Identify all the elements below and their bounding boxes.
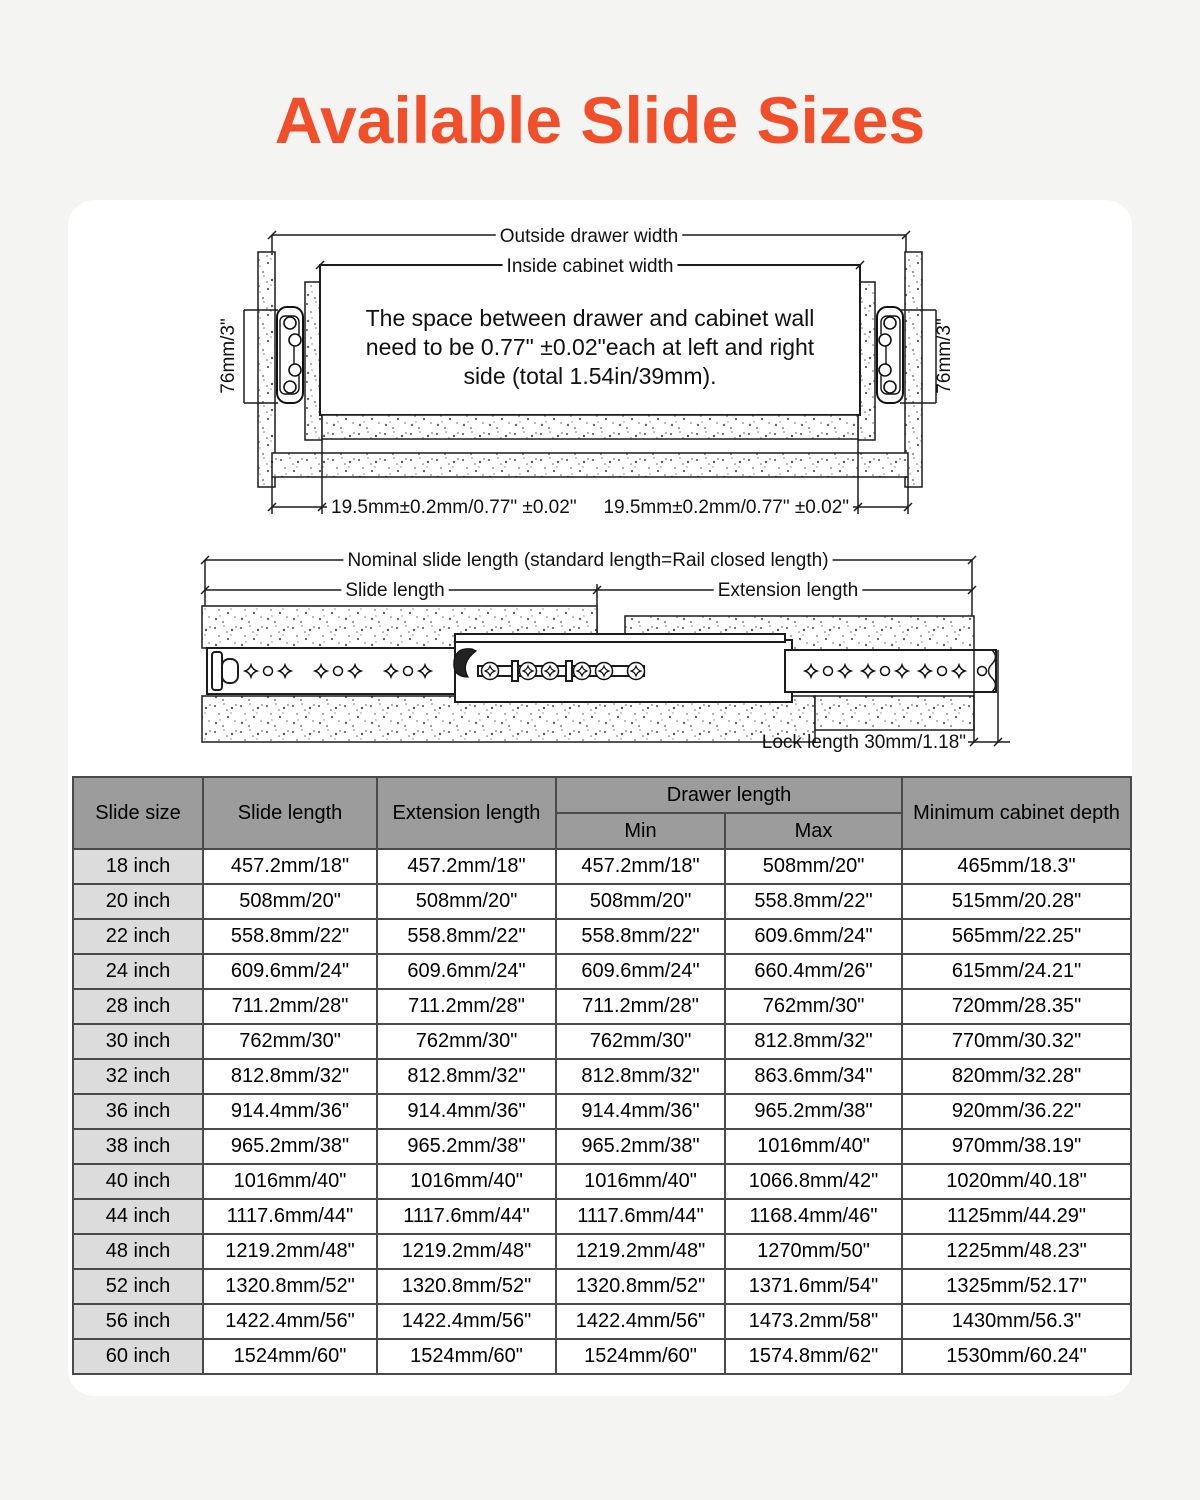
cell-slide_length: 558.8mm/22" bbox=[203, 919, 377, 954]
cell-extension_length: 762mm/30" bbox=[377, 1024, 556, 1059]
outside-drawer-width-label: Outside drawer width bbox=[499, 226, 679, 247]
header-extension-length: Extension length bbox=[377, 777, 556, 849]
cell-drawer_max: 660.4mm/26" bbox=[725, 954, 902, 989]
table-row bbox=[73, 1199, 1131, 1234]
cross-section-diagram bbox=[200, 222, 1000, 552]
cell-extension_length: 558.8mm/22" bbox=[377, 919, 556, 954]
header-slide-length: Slide length bbox=[203, 777, 377, 849]
cell-drawer_max: 1574.8mm/62" bbox=[725, 1339, 902, 1374]
cell-slide_length: 1016mm/40" bbox=[203, 1164, 377, 1199]
slide-size-table bbox=[72, 776, 1132, 1375]
cell-cabinet_depth: 920mm/36.22" bbox=[902, 1094, 1131, 1129]
cell-drawer_max: 508mm/20" bbox=[725, 849, 902, 884]
table-row bbox=[73, 919, 1131, 954]
cell-size: 32 inch bbox=[73, 1059, 203, 1094]
table-row bbox=[73, 1304, 1131, 1339]
cell-slide_length: 914.4mm/36" bbox=[203, 1094, 377, 1129]
cell-size: 40 inch bbox=[73, 1164, 203, 1199]
nominal-length-label: Nominal slide length (standard length=Rail closed length) bbox=[347, 550, 829, 571]
cell-cabinet_depth: 1530mm/60.24" bbox=[902, 1339, 1131, 1374]
note-line-1: The space between drawer and cabinet wall bbox=[365, 305, 815, 331]
table-row bbox=[73, 989, 1131, 1024]
cell-cabinet_depth: 1125mm/44.29" bbox=[902, 1199, 1131, 1234]
cell-cabinet_depth: 515mm/20.28" bbox=[902, 884, 1131, 919]
extension-length-label: Extension length bbox=[717, 580, 859, 601]
cell-slide_length: 1219.2mm/48" bbox=[203, 1234, 377, 1269]
cell-size: 18 inch bbox=[73, 849, 203, 884]
cell-drawer_min: 457.2mm/18" bbox=[556, 849, 725, 884]
cell-drawer_min: 965.2mm/38" bbox=[556, 1129, 725, 1164]
slide-length-diagram bbox=[160, 546, 1020, 766]
cell-drawer_max: 812.8mm/32" bbox=[725, 1024, 902, 1059]
slide-profile-right bbox=[877, 307, 903, 403]
cell-cabinet_depth: 465mm/18.3" bbox=[902, 849, 1131, 884]
cell-drawer_min: 609.6mm/24" bbox=[556, 954, 725, 989]
cell-slide_length: 508mm/20" bbox=[203, 884, 377, 919]
cell-size: 38 inch bbox=[73, 1129, 203, 1164]
cell-size: 28 inch bbox=[73, 989, 203, 1024]
cell-slide_length: 609.6mm/24" bbox=[203, 954, 377, 989]
cell-drawer_min: 1016mm/40" bbox=[556, 1164, 725, 1199]
cell-drawer_max: 1270mm/50" bbox=[725, 1234, 902, 1269]
cell-extension_length: 609.6mm/24" bbox=[377, 954, 556, 989]
cell-slide_length: 457.2mm/18" bbox=[203, 849, 377, 884]
cell-size: 60 inch bbox=[73, 1339, 203, 1374]
cell-extension_length: 1320.8mm/52" bbox=[377, 1269, 556, 1304]
table-row bbox=[73, 1129, 1131, 1164]
page-title: Available Slide Sizes bbox=[274, 83, 926, 157]
cell-size: 56 inch bbox=[73, 1304, 203, 1339]
cell-slide_length: 762mm/30" bbox=[203, 1024, 377, 1059]
drawer-bottom-board bbox=[322, 415, 858, 439]
cell-drawer_max: 762mm/30" bbox=[725, 989, 902, 1024]
side-height-label-right: 76mm/3" bbox=[934, 318, 955, 394]
cell-drawer_min: 1219.2mm/48" bbox=[556, 1234, 725, 1269]
cell-slide_length: 1320.8mm/52" bbox=[203, 1269, 377, 1304]
cell-drawer_max: 558.8mm/22" bbox=[725, 884, 902, 919]
cell-drawer_min: 1117.6mm/44" bbox=[556, 1199, 725, 1234]
cell-drawer_max: 1371.6mm/54" bbox=[725, 1269, 902, 1304]
cell-drawer_max: 863.6mm/34" bbox=[725, 1059, 902, 1094]
cell-slide_length: 965.2mm/38" bbox=[203, 1129, 377, 1164]
cell-cabinet_depth: 820mm/32.28" bbox=[902, 1059, 1131, 1094]
table-row bbox=[73, 1094, 1131, 1129]
table-row bbox=[73, 1269, 1131, 1304]
table-row bbox=[73, 1234, 1131, 1269]
cabinet-wall-right bbox=[905, 252, 922, 487]
cell-extension_length: 508mm/20" bbox=[377, 884, 556, 919]
table-row bbox=[73, 1024, 1131, 1059]
cell-size: 44 inch bbox=[73, 1199, 203, 1234]
cell-cabinet_depth: 1325mm/52.17" bbox=[902, 1269, 1131, 1304]
cell-cabinet_depth: 970mm/38.19" bbox=[902, 1129, 1131, 1164]
gap-dimension-right: 19.5mm±0.2mm/0.77" ±0.02" bbox=[603, 497, 849, 518]
cell-size: 24 inch bbox=[73, 954, 203, 989]
cell-drawer_min: 812.8mm/32" bbox=[556, 1059, 725, 1094]
cell-drawer_min: 508mm/20" bbox=[556, 884, 725, 919]
cell-drawer_max: 1066.8mm/42" bbox=[725, 1164, 902, 1199]
cell-extension_length: 1016mm/40" bbox=[377, 1164, 556, 1199]
cell-drawer_min: 1524mm/60" bbox=[556, 1339, 725, 1374]
table-header bbox=[73, 777, 1131, 849]
cell-size: 36 inch bbox=[73, 1094, 203, 1129]
note-line-3: side (total 1.54in/39mm). bbox=[463, 363, 717, 389]
cell-drawer_min: 558.8mm/22" bbox=[556, 919, 725, 954]
cell-extension_length: 1422.4mm/56" bbox=[377, 1304, 556, 1339]
cell-cabinet_depth: 565mm/22.25" bbox=[902, 919, 1131, 954]
cell-extension_length: 1219.2mm/48" bbox=[377, 1234, 556, 1269]
cell-size: 48 inch bbox=[73, 1234, 203, 1269]
cell-cabinet_depth: 1225mm/48.23" bbox=[902, 1234, 1131, 1269]
cell-cabinet_depth: 1430mm/56.3" bbox=[902, 1304, 1131, 1339]
header-cabinet-depth: Minimum cabinet depth bbox=[902, 777, 1131, 849]
cell-cabinet_depth: 770mm/30.32" bbox=[902, 1024, 1131, 1059]
cell-slide_length: 1117.6mm/44" bbox=[203, 1199, 377, 1234]
cell-drawer_min: 1422.4mm/56" bbox=[556, 1304, 725, 1339]
cell-cabinet_depth: 615mm/24.21" bbox=[902, 954, 1131, 989]
table-row bbox=[73, 1339, 1131, 1374]
cell-drawer_min: 711.2mm/28" bbox=[556, 989, 725, 1024]
cell-cabinet_depth: 720mm/28.35" bbox=[902, 989, 1131, 1024]
note-line-2: need to be 0.77" ±0.02"each at left and right bbox=[365, 334, 815, 360]
cell-slide_length: 812.8mm/32" bbox=[203, 1059, 377, 1094]
cell-slide_length: 1422.4mm/56" bbox=[203, 1304, 377, 1339]
header-drawer-max: Max bbox=[725, 813, 902, 849]
cell-cabinet_depth: 1020mm/40.18" bbox=[902, 1164, 1131, 1199]
slide-profile-left bbox=[277, 307, 303, 403]
cell-drawer_max: 965.2mm/38" bbox=[725, 1094, 902, 1129]
cell-drawer_min: 1320.8mm/52" bbox=[556, 1269, 725, 1304]
cell-size: 30 inch bbox=[73, 1024, 203, 1059]
size-table-body bbox=[73, 849, 1131, 1374]
cell-extension_length: 1524mm/60" bbox=[377, 1339, 556, 1374]
cell-size: 52 inch bbox=[73, 1269, 203, 1304]
cabinet-bottom-board bbox=[272, 453, 908, 477]
cell-extension_length: 457.2mm/18" bbox=[377, 849, 556, 884]
cell-size: 20 inch bbox=[73, 884, 203, 919]
table-row bbox=[73, 954, 1131, 989]
cell-drawer_max: 1473.2mm/58" bbox=[725, 1304, 902, 1339]
table-row bbox=[73, 1059, 1131, 1094]
inside-cabinet-width-label: Inside cabinet width bbox=[506, 256, 674, 277]
drawer-board-bottom bbox=[815, 696, 974, 730]
table-row bbox=[73, 1164, 1131, 1199]
cell-drawer_min: 762mm/30" bbox=[556, 1024, 725, 1059]
cell-drawer_min: 914.4mm/36" bbox=[556, 1094, 725, 1129]
header-drawer-min: Min bbox=[556, 813, 725, 849]
cell-extension_length: 1117.6mm/44" bbox=[377, 1199, 556, 1234]
slide-length-label: Slide length bbox=[345, 580, 445, 601]
cell-size: 22 inch bbox=[73, 919, 203, 954]
header-drawer-length: Drawer length bbox=[556, 777, 902, 813]
cell-slide_length: 711.2mm/28" bbox=[203, 989, 377, 1024]
header-slide-size: Slide size bbox=[73, 777, 203, 849]
cabinet-wall-left bbox=[258, 252, 275, 487]
side-height-label-left: 76mm/3" bbox=[218, 318, 239, 394]
table-row bbox=[73, 884, 1131, 919]
table-row bbox=[73, 849, 1131, 884]
content-card bbox=[68, 200, 1132, 1396]
cell-drawer_max: 1168.4mm/46" bbox=[725, 1199, 902, 1234]
cell-drawer_max: 1016mm/40" bbox=[725, 1129, 902, 1164]
cell-extension_length: 812.8mm/32" bbox=[377, 1059, 556, 1094]
lock-length-label: Lock length 30mm/1.18" bbox=[761, 732, 966, 753]
cell-slide_length: 1524mm/60" bbox=[203, 1339, 377, 1374]
cell-drawer_max: 609.6mm/24" bbox=[725, 919, 902, 954]
cell-extension_length: 965.2mm/38" bbox=[377, 1129, 556, 1164]
cell-extension_length: 914.4mm/36" bbox=[377, 1094, 556, 1129]
gap-dimension-left: 19.5mm±0.2mm/0.77" ±0.02" bbox=[331, 497, 577, 518]
cell-extension_length: 711.2mm/28" bbox=[377, 989, 556, 1024]
